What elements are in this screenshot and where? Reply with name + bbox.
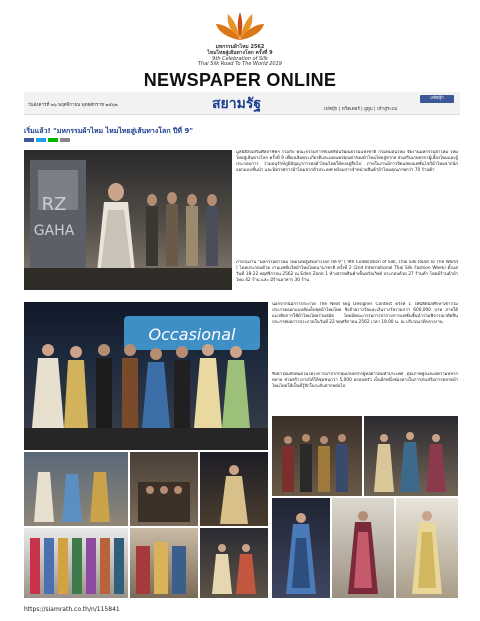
- fashion-photo-3: [200, 452, 268, 526]
- fashion-photo-7: [272, 416, 362, 496]
- fashion-photo-1: [24, 452, 128, 526]
- page-headline: NEWSPAPER ONLINE: [143, 70, 337, 90]
- event-logo-icon: [214, 10, 266, 42]
- fashion-photo-9: [272, 498, 330, 598]
- fashion-photo-5: [130, 528, 198, 598]
- share-email-icon[interactable]: [60, 138, 70, 142]
- logo-line-3: 9th Celebration of Silk: [212, 56, 268, 62]
- source-url[interactable]: https://siamrath.co.th/n/115841: [24, 606, 120, 613]
- logo-line-2: ไหมไทยสู่เส้นทางโลก ครั้งที่ 9: [207, 50, 273, 56]
- share-line-icon[interactable]: [48, 138, 58, 142]
- share-facebook-icon[interactable]: [24, 138, 34, 142]
- share-twitter-icon[interactable]: [36, 138, 46, 142]
- svg-text:GAHA: GAHA: [33, 223, 75, 239]
- logo-line-1: มหกรรมผ้าไหม 2562: [215, 44, 265, 50]
- facebook-follow-button[interactable]: เฟซบุ๊ก: [420, 95, 454, 103]
- group-photo: [24, 302, 268, 450]
- article-paragraph-2: ภายในงาน "มหกรรมผ้าไหม ไหมไทยสู่เส้นทางโลก ปีที่ 9" ( 9th Celebration of Silk, Thai Silk Road To The World ) โดยประกอบด้วย งานแฟชั่นวีคผ้าไหมไทยนานาชาติ ครั้งที่ 2 (2nd International Thai Silk Fashion Week) ตั้งแต่วันที่ 18-22 พฤศจิกายน 2562 ณ Eden Zone 1 ห้างสรรพสินค้าเซ็นทรัลเวิลด์ ประกอบด้วย 27 ร้านค้า โดยมีร้านค้าผ้าไหม 42 ร้าน และ มีร้านอาหาร 30 ร้าน: [236, 260, 458, 283]
- logo-line-4: Thai Silk Road To The World 2019: [198, 61, 282, 67]
- fashion-photo-6: [200, 528, 268, 598]
- fashion-photo-2: [130, 452, 198, 526]
- fashion-photo-10: [332, 498, 394, 598]
- svg-text:Occasional: Occasional: [148, 325, 236, 344]
- svg-text:RZ: RZ: [41, 194, 67, 215]
- publication-logo[interactable]: สยามรัฐ: [212, 96, 262, 112]
- runway-photo: [24, 150, 232, 290]
- fashion-photo-8: [364, 416, 458, 496]
- fashion-photo-11: [396, 498, 458, 598]
- article-title: เริ่มแล้ว! "มหกรรมผ้าไหม ไหมไทยสู่เส้นทางโลก ปีที่ 9": [24, 127, 194, 135]
- newspaper-masthead: [24, 92, 460, 115]
- fashion-photo-4: [24, 528, 128, 598]
- article-paragraph-4: ซึ่งผ้าไหมทั้งหมดในโครงการมาจากกลุ่มเกษตรกรผู้ทอผ้าไหมทั่วประเทศ คุณภาพสูงและมีความหลากหลาย ช่วยสร้างรายได้ให้ชุมชนกว่า 5,000 ครอบครัว เป็นอีกหนึ่งช่องทางในการส่งเสริมการตลาดผ้าไหมไทยให้เป็นที่รู้จักในระดับสากลต่อไป: [272, 372, 458, 389]
- article-paragraph-1: มูลนิธิส่งเสริมศิลปาชีพฯ ร่วมกับ คณะกรรมการขับเคลื่อนวัฒนธรรมแห่งชาติ กรมหม่อนไหม จัดงานมหกรรมผ้าไหม ไหมไทยสู่เส้นทางโลก ครั้งที่ 9 เพื่อเฉลิมพระเกียรติและเผยแพร่คุณค่าของผ้าไหมไทยสู่สากล ส่งเสริมเกษตรกรผู้เลี้ยงไหมและผู้ประกอบการ ร่วมอนุรักษ์ภูมิปัญญาการทอผ้าไหมไทยให้คงอยู่สืบไป ภายในงานมีการจัดแสดงแฟชั่นโชว์ผ้าไหมจากนักออกแบบชั้นนำ และนิทรรศการผ้าไหมจากทั่วประเทศ พร้อมการจำหน่ายสินค้าผ้าไหมคุณภาพกว่า 70 ร้านค้า: [236, 150, 458, 173]
- masthead-links[interactable]: เฟซบุ๊ก | ทวิตเตอร์ | ยูทูบ | เข้าสู่ระบบ: [324, 107, 398, 112]
- masthead-date: วันอังคารที่ ๒๖ พฤศจิกายน พุทธศักราช ๒๕๖๒: [28, 103, 118, 108]
- article-paragraph-3: นอกจากนี้มีการประกวด The Next Big Designer Contest ครั้งที่ 1 ให้นิสิตนักศึกษาเข้าร่วมประกวดออกแบบตัดเย็บชุดผ้าไหมไทย ชิงถ้วยรางวัลและเงินรางวัลรวมกว่า 600,000 บาท ภายใต้แนวคิดการใช้ผ้าไหมไทยร่วมสมัย โดยมีคณะกรรมการจากวงการแฟชั่นชั้นนำร่วมพิจารณาตัดสิน ประกาศผลการประกวดในวันที่ 22 พฤศจิกายน 2562 เวลา 19.00 น. ณ บริเวณเวทีกลางงาน: [272, 302, 458, 325]
